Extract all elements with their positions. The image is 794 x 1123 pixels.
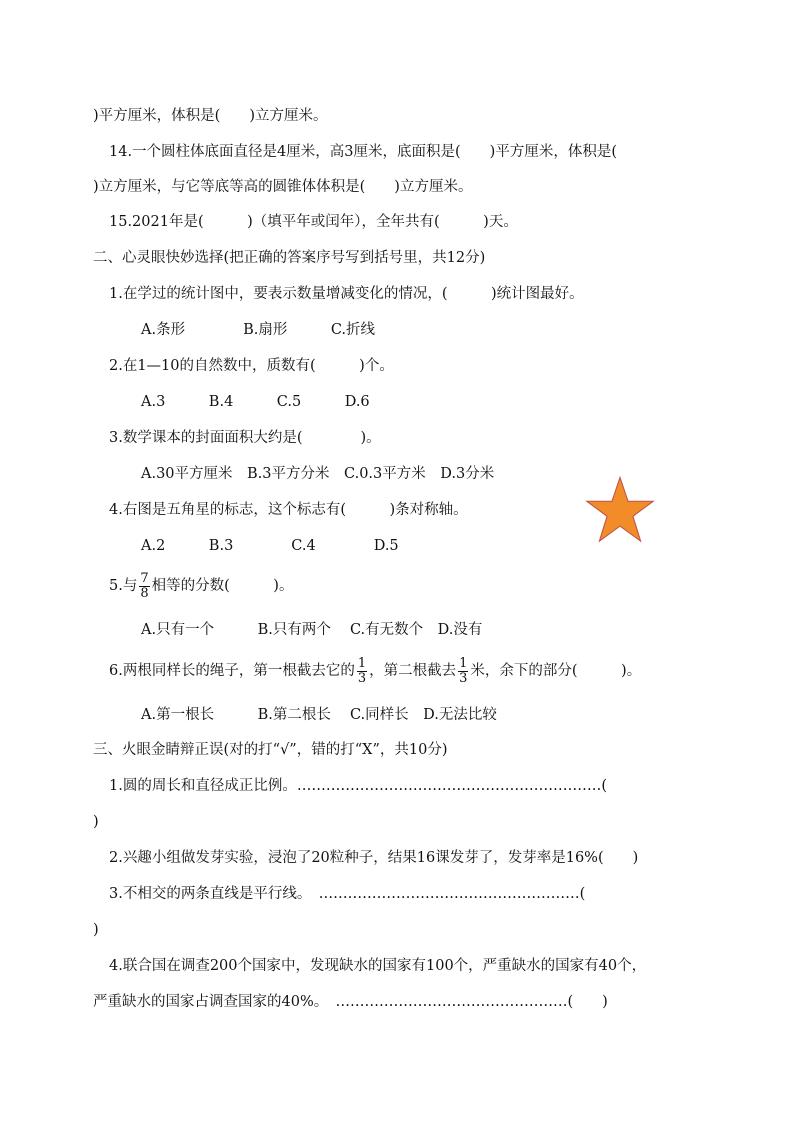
judge-question-1: 1.圆的周长和直径成正比例。………………………………………………………( <box>109 778 607 794</box>
q6-text-a: 6.两根同样长的绳子，第一根截去它的 <box>109 663 355 679</box>
judge-question-3: 3.不相交的两条直线是平行线。 ………………………………………………( <box>109 886 586 902</box>
q5-text-a: 5.与 <box>109 578 138 594</box>
fraction-numerator: 1 <box>459 655 468 671</box>
fraction-7-8 <box>139 572 149 601</box>
choice-options-2: A.3 B.4 C.5 D.6 <box>141 394 370 410</box>
five-pointed-star-image <box>585 476 655 544</box>
judge-question-1-paren: ) <box>93 814 99 830</box>
fraction-numerator: 7 <box>140 570 149 586</box>
section-3-heading: 三、火眼金睛辩正误(对的打“√”，错的打“X”，共10分) <box>93 742 448 758</box>
question-15: 15.2021年是( )（填平年或闰年），全年共有( )天。 <box>109 214 518 230</box>
star-shape <box>587 477 654 541</box>
line-13-end: )平方厘米，体积是( )立方厘米。 <box>93 108 328 124</box>
choice-options-4: A.2 B.3 C.4 D.5 <box>141 538 399 554</box>
question-14: 14.一个圆柱体底面直径是4厘米，高3厘米，底面积是( )平方厘米，体积是( <box>109 144 617 160</box>
fraction-1-3-second <box>458 657 468 686</box>
fraction-denominator: 3 <box>357 670 367 686</box>
judge-question-2: 2.兴趣小组做发芽实验，浸泡了20粒种子，结果16课发芽了，发芽率是16%( ) <box>109 850 639 866</box>
choice-question-2: 2.在1—10的自然数中，质数有( )个。 <box>109 358 394 374</box>
choice-options-6: A.第一根长 B.第二根长 C.同样长 D.无法比较 <box>141 707 497 723</box>
fraction-denominator: 3 <box>459 670 468 686</box>
fraction-denominator: 8 <box>140 585 149 601</box>
question-14-cont: )立方厘米，与它等底等高的圆锥体体积是( )立方厘米。 <box>93 179 473 195</box>
choice-options-1: A.条形 B.扇形 C.折线 <box>141 322 376 338</box>
choice-question-4: 4.右图是五角星的标志，这个标志有( )条对称轴。 <box>109 502 468 518</box>
judge-question-4: 4.联合国在调查200个国家中，发现缺水的国家有100个，严重缺水的国家有40个， <box>109 958 647 974</box>
judge-question-3-paren: ) <box>93 922 99 938</box>
choice-question-5 <box>109 568 293 604</box>
q6-text-c: 米，余下的部分( )。 <box>470 663 642 679</box>
choice-options-5: A.只有一个 B.只有两个 C.有无数个 D.没有 <box>141 622 483 638</box>
q5-text-b: 相等的分数( )。 <box>151 578 294 594</box>
fraction-numerator: 1 <box>357 655 367 671</box>
section-2-heading: 二、心灵眼快妙选择(把正确的答案序号写到括号里，共12分) <box>93 250 486 266</box>
judge-question-4-cont: 严重缺水的国家占调查国家的40%。 …………………………………………( ) <box>93 994 608 1010</box>
fraction-1-3-first <box>357 657 367 686</box>
q6-text-b: ，第二根截去 <box>369 663 457 679</box>
choice-question-3: 3.数学课本的封面面积大约是( )。 <box>109 430 381 446</box>
choice-question-1: 1.在学过的统计图中，要表示数量增减变化的情况，( )统计图最好。 <box>109 286 584 302</box>
choice-options-3: A.30平方厘米 B.3平方分米 C.0.3平方米 D.3分米 <box>141 466 495 482</box>
choice-question-6 <box>109 653 641 689</box>
